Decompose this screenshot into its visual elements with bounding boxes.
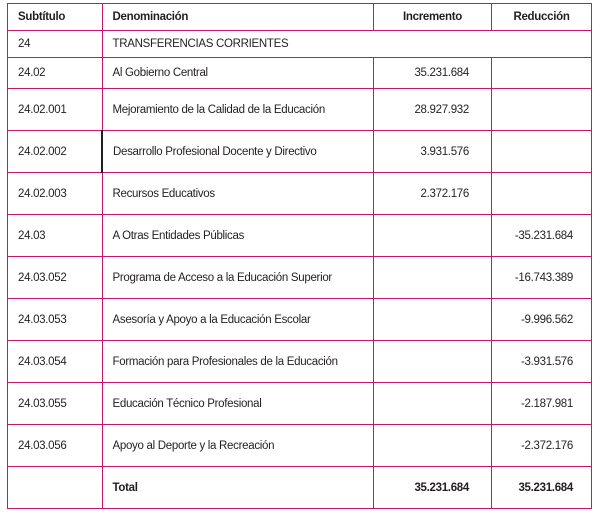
row-code: 24.03.053 bbox=[8, 299, 103, 341]
row-name: Apoyo al Deporte y la Recreación bbox=[102, 425, 374, 467]
row-reduccion bbox=[492, 89, 592, 131]
row-code: 24.02.002 bbox=[8, 131, 103, 173]
row-code: 24.03.054 bbox=[8, 341, 103, 383]
total-reduccion: 35.231.684 bbox=[492, 467, 592, 509]
table-row bbox=[8, 131, 592, 173]
row-code: 24.02 bbox=[8, 58, 103, 89]
section-name: TRANSFERENCIAS CORRIENTES bbox=[102, 31, 592, 58]
row-code: 24.03.052 bbox=[8, 257, 103, 299]
row-incremento bbox=[374, 257, 492, 299]
row-reduccion bbox=[492, 131, 592, 173]
row-incremento bbox=[374, 299, 492, 341]
row-incremento: 28.927.932 bbox=[374, 89, 492, 131]
row-incremento bbox=[374, 215, 492, 257]
row-name: Mejoramiento de la Calidad de la Educación bbox=[102, 89, 374, 131]
row-reduccion: -2.372.176 bbox=[492, 425, 592, 467]
row-code: 24.03.055 bbox=[8, 383, 103, 425]
row-name: Al Gobierno Central bbox=[102, 58, 374, 89]
row-incremento: 35.231.684 bbox=[374, 58, 492, 89]
table-row bbox=[8, 341, 592, 383]
budget-table bbox=[7, 3, 592, 509]
row-name: Formación para Profesionales de la Educación bbox=[102, 341, 374, 383]
total-code bbox=[8, 467, 103, 509]
total-label: Total bbox=[102, 467, 374, 509]
total-row bbox=[8, 467, 592, 509]
row-name: Educación Técnico Profesional bbox=[102, 383, 374, 425]
table-row bbox=[8, 173, 592, 215]
row-reduccion: -35.231.684 bbox=[492, 215, 592, 257]
header-subtitulo: Subtítulo bbox=[8, 4, 103, 31]
total-incremento: 35.231.684 bbox=[374, 467, 492, 509]
table-row bbox=[8, 89, 592, 131]
row-code: 24.03.056 bbox=[8, 425, 103, 467]
row-reduccion: -9.996.562 bbox=[492, 299, 592, 341]
row-name: Recursos Educativos bbox=[102, 173, 374, 215]
row-code: 24.03 bbox=[8, 215, 103, 257]
row-incremento bbox=[374, 383, 492, 425]
row-name: Programa de Acceso a la Educación Superior bbox=[102, 257, 374, 299]
table-row bbox=[8, 425, 592, 467]
row-name: Desarrollo Profesional Docente y Directivo bbox=[102, 131, 374, 173]
section-code: 24 bbox=[8, 31, 103, 58]
row-incremento bbox=[374, 425, 492, 467]
section-row bbox=[8, 31, 592, 58]
table-header bbox=[8, 4, 592, 31]
table-row bbox=[8, 58, 592, 89]
row-code: 24.02.003 bbox=[8, 173, 103, 215]
row-incremento: 3.931.576 bbox=[374, 131, 492, 173]
header-denominacion: Denominación bbox=[102, 4, 374, 31]
row-name: Asesoría y Apoyo a la Educación Escolar bbox=[102, 299, 374, 341]
row-reduccion bbox=[492, 173, 592, 215]
row-incremento bbox=[374, 341, 492, 383]
row-reduccion bbox=[492, 58, 592, 89]
row-reduccion: -16.743.389 bbox=[492, 257, 592, 299]
table-row bbox=[8, 257, 592, 299]
row-incremento: 2.372.176 bbox=[374, 173, 492, 215]
table-row bbox=[8, 383, 592, 425]
row-name: A Otras Entidades Públicas bbox=[102, 215, 374, 257]
row-reduccion: -3.931.576 bbox=[492, 341, 592, 383]
header-reduccion: Reducción bbox=[492, 4, 592, 31]
row-reduccion: -2.187.981 bbox=[492, 383, 592, 425]
table-row bbox=[8, 299, 592, 341]
row-code: 24.02.001 bbox=[8, 89, 103, 131]
header-incremento: Incremento bbox=[374, 4, 492, 31]
table-row bbox=[8, 215, 592, 257]
